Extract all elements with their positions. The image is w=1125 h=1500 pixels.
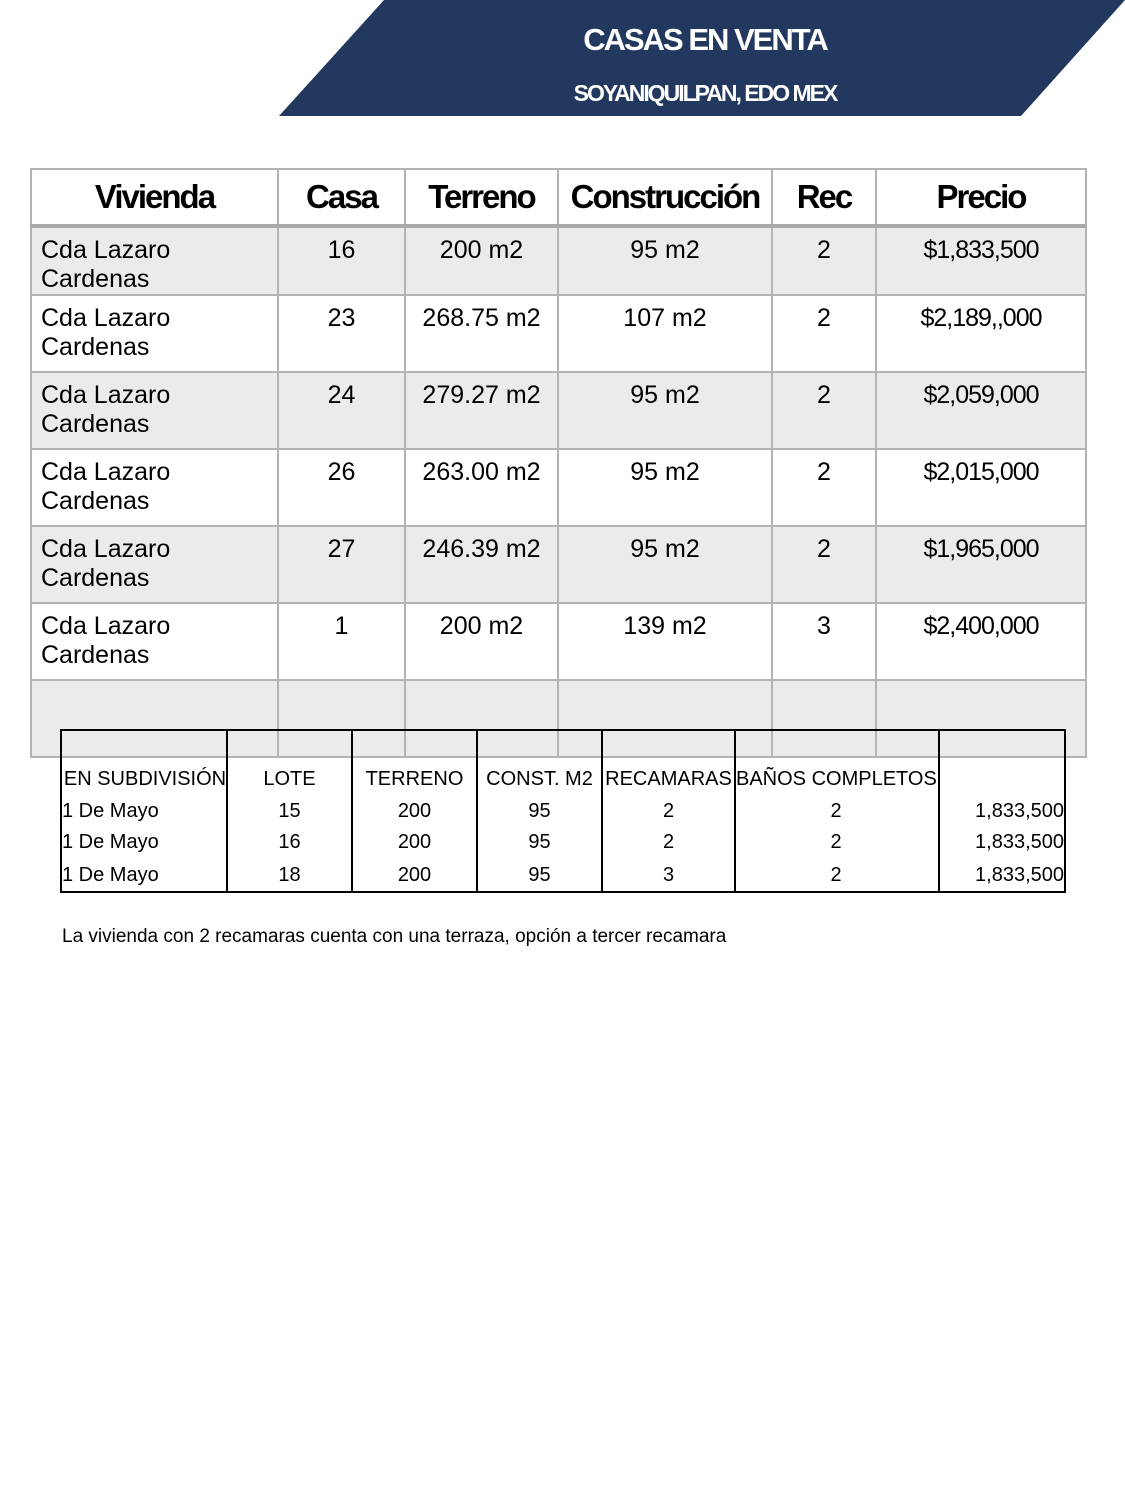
cell-rec: 2 — [772, 449, 876, 526]
sub-cell-precio: 1,833,500 — [975, 864, 1064, 886]
table-row — [31, 226, 1086, 295]
cell-vivienda: Cda Lazaro Cardenas — [31, 372, 278, 449]
cell-precio: $2,015,000 — [876, 449, 1086, 526]
sub-cell-recamaras: 2 — [662, 800, 675, 822]
sub-header-terreno: TERRENO — [365, 768, 464, 790]
cell-construccion: 95 m2 — [558, 449, 772, 526]
sub-cell-const: 95 — [528, 864, 551, 886]
cell-vivienda: Cda Lazaro Cardenas — [31, 603, 278, 680]
cell-vivienda: Cda Lazaro Cardenas — [31, 449, 278, 526]
subdivision-table — [60, 729, 1066, 893]
sub-cell-recamaras: 3 — [662, 864, 675, 886]
cell-rec: 2 — [772, 526, 876, 603]
sub-header-recamaras: RECAMARAS — [605, 768, 732, 790]
banner-subtitle: SOYANIQUILPAN, EDO MEX — [573, 80, 837, 106]
cell-casa: 24 — [278, 372, 405, 449]
cell-rec: 2 — [772, 295, 876, 372]
cell-casa: 27 — [278, 526, 405, 603]
sub-cell-const: 95 — [528, 831, 551, 853]
sub-header-const: CONST. M2 — [486, 768, 593, 790]
footnote: La vivienda con 2 recamaras cuenta con una terraza, opción a tercer recamara — [62, 926, 727, 947]
sub-cell-terreno: 200 — [397, 864, 432, 886]
houses-table-header-row — [31, 169, 1086, 226]
header-terreno: Terreno — [405, 169, 558, 226]
cell-construccion: 139 m2 — [558, 603, 772, 680]
sub-cell-banos: 2 — [830, 864, 842, 886]
houses-table — [30, 168, 1087, 758]
header-vivienda: Vivienda — [31, 169, 278, 226]
cell-precio: $2,189,,000 — [876, 295, 1086, 372]
cell-casa: 1 — [278, 603, 405, 680]
cell-rec: 2 — [772, 372, 876, 449]
sub-cell-lote: 16 — [278, 831, 301, 853]
cell-casa: 26 — [278, 449, 405, 526]
header-rec: Rec — [772, 169, 876, 226]
header-construccion: Construcción — [558, 169, 772, 226]
sub-cell-precio: 1,833,500 — [975, 800, 1064, 822]
sub-cell-subdivision: 1 De Mayo — [62, 831, 159, 853]
cell-precio: $2,059,000 — [876, 372, 1086, 449]
sub-header-subdivision: EN SUBDIVISIÓN — [63, 768, 227, 790]
sub-cell-lote: 15 — [278, 800, 301, 822]
sub-cell-banos: 2 — [830, 800, 842, 822]
cell-terreno: 263.00 m2 — [405, 449, 558, 526]
cell-terreno: 200 m2 — [405, 226, 558, 295]
cell-construccion: 95 m2 — [558, 226, 772, 295]
cell-vivienda: Cda Lazaro Cardenas — [31, 526, 278, 603]
cell-terreno: 268.75 m2 — [405, 295, 558, 372]
sub-cell-subdivision: 1 De Mayo — [62, 800, 159, 822]
cell-precio: $1,965,000 — [876, 526, 1086, 603]
cell-precio: $2,400,000 — [876, 603, 1086, 680]
sub-cell-precio: 1,833,500 — [975, 831, 1064, 853]
cell-rec: 2 — [772, 226, 876, 295]
sub-cell-lote: 18 — [278, 864, 301, 886]
column-divider — [1064, 731, 1066, 891]
table-row — [31, 449, 1086, 526]
table-row — [31, 526, 1086, 603]
sub-cell-subdivision: 1 De Mayo — [62, 864, 159, 886]
cell-terreno: 200 m2 — [405, 603, 558, 680]
cell-precio: $1,833,500 — [876, 226, 1086, 295]
sub-cell-banos: 2 — [830, 831, 842, 853]
sub-cell-recamaras: 2 — [662, 831, 675, 853]
cell-rec: 3 — [772, 603, 876, 680]
title-banner — [0, 0, 1125, 116]
header-casa: Casa — [278, 169, 405, 226]
cell-terreno: 246.39 m2 — [405, 526, 558, 603]
cell-vivienda: Cda Lazaro Cardenas — [31, 295, 278, 372]
cell-casa: 16 — [278, 226, 405, 295]
sub-header-banos: BAÑOS COMPLETOS — [736, 768, 937, 790]
table-row — [31, 295, 1086, 372]
sub-cell-terreno: 200 — [397, 800, 432, 822]
cell-casa: 23 — [278, 295, 405, 372]
cell-construccion: 107 m2 — [558, 295, 772, 372]
table-row — [31, 372, 1086, 449]
header-precio: Precio — [876, 169, 1086, 226]
cell-construccion: 95 m2 — [558, 372, 772, 449]
cell-vivienda: Cda Lazaro Cardenas — [31, 226, 278, 295]
banner-title: CASAS EN VENTA — [583, 22, 827, 57]
sub-cell-terreno: 200 — [397, 831, 432, 853]
table-row — [31, 603, 1086, 680]
sub-cell-const: 95 — [528, 800, 551, 822]
cell-construccion: 95 m2 — [558, 526, 772, 603]
sub-header-lote: LOTE — [263, 768, 316, 790]
cell-terreno: 279.27 m2 — [405, 372, 558, 449]
